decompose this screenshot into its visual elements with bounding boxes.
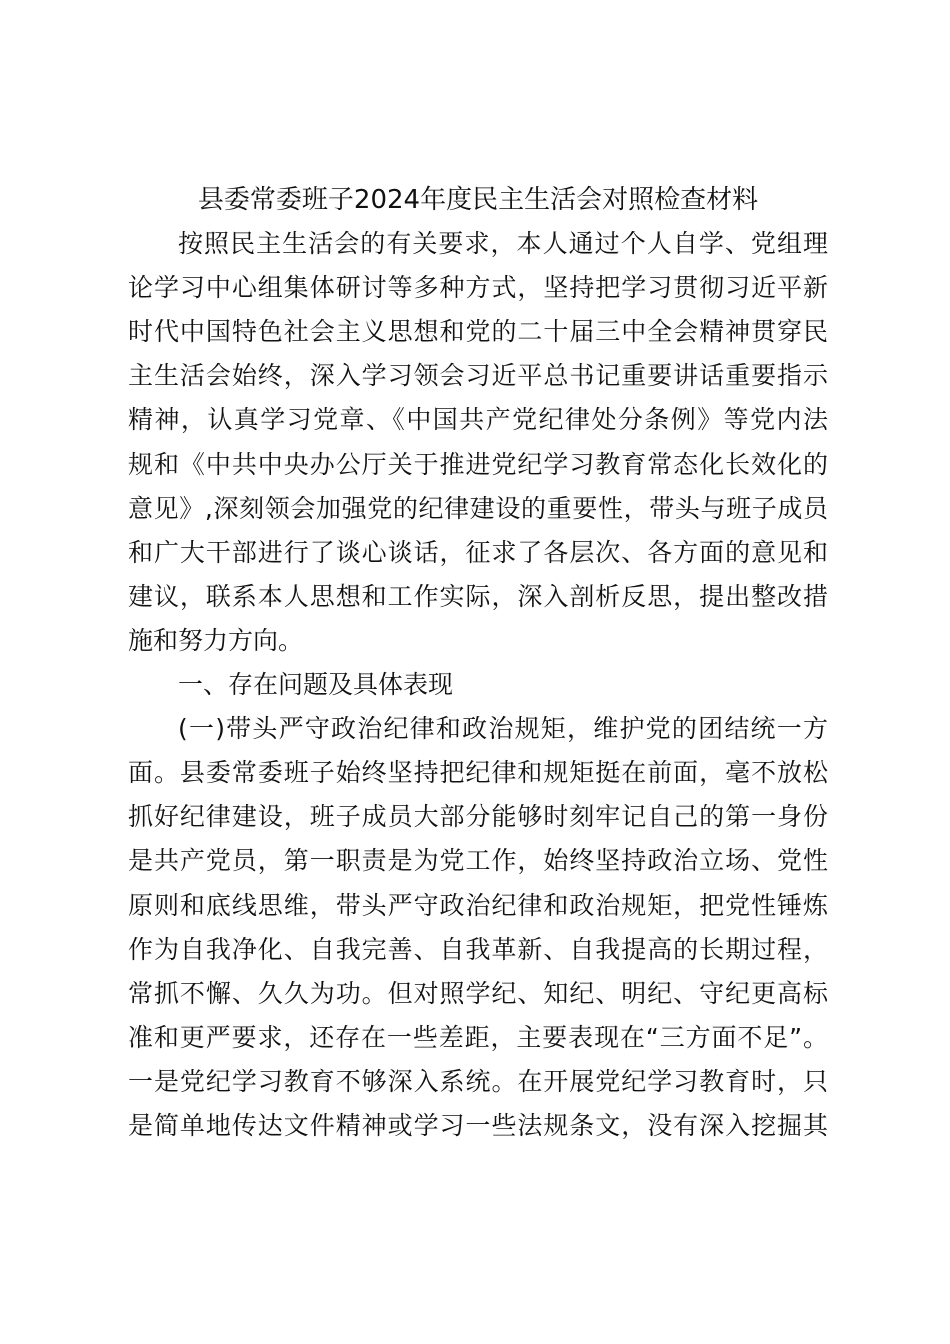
body-line: 论学习中心组集体研讨等多种方式，坚持把学习贯彻习近平新 <box>128 273 828 303</box>
body-line: 规和《中共中央办公厅关于推进党纪学习教育常态化长效化的 <box>128 449 828 479</box>
body-line: 和广大干部进行了谈心谈话，征求了各层次、各方面的意见和 <box>128 537 828 567</box>
body-line: 精神，认真学习党章、《中国共产党纪律处分条例》等党内法 <box>128 405 828 435</box>
body-line: 按照民主生活会的有关要求，本人通过个人自学、党组理 <box>178 229 828 258</box>
body-line: 是简单地传达文件精神或学习一些法规条文，没有深入挖掘其 <box>128 1111 828 1140</box>
body-line: 作为自我净化、自我完善、自我革新、自我提高的长期过程， <box>128 934 828 964</box>
body-line: 抓好纪律建设，班子成员大部分能够时刻牢记自己的第一身份 <box>128 802 828 832</box>
body-line: 面。县委常委班子始终坚持把纪律和规矩挺在前面，毫不放松 <box>128 758 828 788</box>
body-line: 常抓不懈、久久为功。但对照学纪、知纪、明纪、守纪更高标 <box>128 978 828 1008</box>
body-line: 建议，联系本人思想和工作实际，深入剖析反思，提出整改措 <box>128 581 828 611</box>
body-line: 准和更严要求，还存在一些差距，主要表现在“三方面不足”。 <box>128 1022 828 1052</box>
body-line: 施和努力方向。 <box>128 625 304 655</box>
document-title: 县委常委班子2024年度民主生活会对照检查材料 <box>197 185 759 215</box>
body-line: 时代中国特色社会主义思想和党的二十届三中全会精神贯穿民 <box>128 317 828 347</box>
body-line: 意见》,深刻领会加强党的纪律建设的重要性，带头与班子成员 <box>128 493 828 523</box>
body-line: 原则和底线思维，带头严守政治纪律和政治规矩，把党性锤炼 <box>128 890 828 920</box>
body-line: 一、存在问题及具体表现 <box>178 670 454 699</box>
body-line: 是共产党员，第一职责是为党工作，始终坚持政治立场、党性 <box>128 846 828 876</box>
body-line: 一是党纪学习教育不够深入系统。在开展党纪学习教育时，只 <box>128 1066 828 1096</box>
body-line: 主生活会始终，深入学习领会习近平总书记重要讲话重要指示 <box>128 361 828 391</box>
body-line: (一)带头严守政治纪律和政治规矩，维护党的团结统一方 <box>178 714 828 744</box>
